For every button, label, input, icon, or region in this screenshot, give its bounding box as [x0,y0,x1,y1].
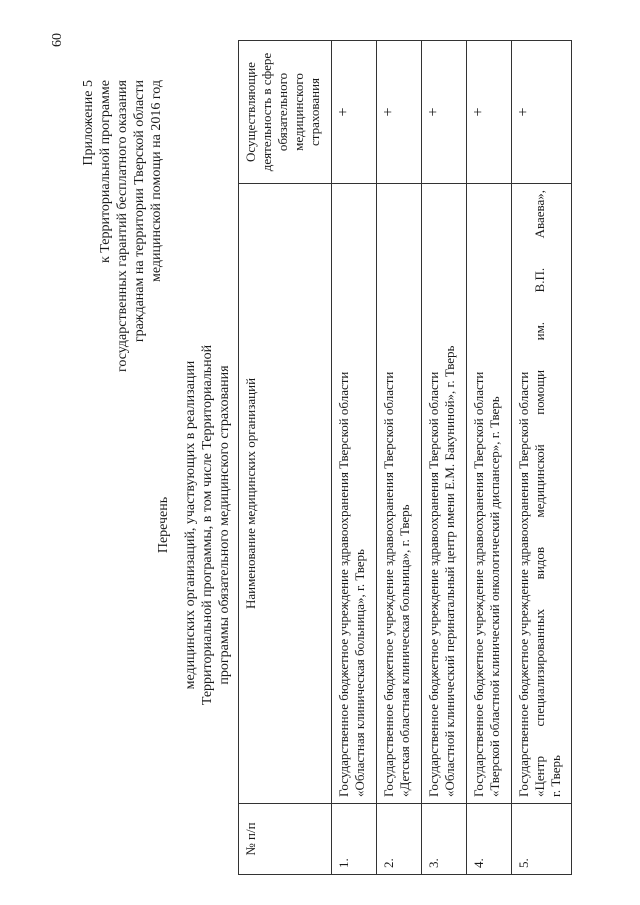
table-row [422,41,467,875]
org-name [377,184,422,804]
header-num: № п/п [239,804,332,875]
row-number: 3. [422,804,467,875]
appendix-header [80,80,165,600]
row-number: 4. [467,804,512,875]
appendix-line: к Территориальной программе [98,80,113,264]
org-name-line: «Областной клинический перинатальный центр имени Е.М. Бакуниной», г. Тверь [442,345,457,797]
org-name [467,184,512,804]
document-title [155,295,233,755]
title-heading: Перечень [156,496,171,554]
org-name-line: г. Тверь [548,755,563,797]
oms-mark: + [332,41,377,184]
appendix-line: Приложение 5 [81,80,96,166]
org-name-line: «Тверской областной клинический онкологический диспансер», г. Тверь [487,396,502,797]
header-oms: Осуществляющие деятельность в сфере обязательного медицинского страхования [239,41,332,184]
appendix-line: гражданам на территории Тверской области [132,80,147,343]
org-name-line: Государственное бюджетное учреждение здравоохранения Тверской области [336,371,351,797]
org-name-line: Государственное бюджетное учреждение здравоохранения Тверской области [471,371,486,797]
oms-mark: + [467,41,512,184]
table-row [377,41,422,875]
row-number: 1. [332,804,377,875]
org-name-line: «Областная клиническая больница», г. Тверь [352,549,367,797]
title-line: программы обязательного медицинского страхования [217,365,232,685]
appendix-line: медицинской помощи на 2016 год [149,80,164,282]
table-row [467,41,512,875]
org-name [512,184,572,804]
org-name-line: Государственное бюджетное учреждение здравоохранения Тверской области [381,371,396,797]
org-name-line: «Детская областная клиническая больница», г. Тверь [397,504,412,797]
table-row [332,41,377,875]
page-number: 60 [50,33,65,47]
organizations-table [238,40,572,875]
title-line: медицинских организаций, участвующих в реализации [183,360,198,690]
org-name-line: Государственное бюджетное учреждение здравоохранения Тверской области [516,371,531,797]
org-name [422,184,467,804]
oms-mark: + [377,41,422,184]
row-number: 5. [512,804,572,875]
appendix-line: государственных гарантий бесплатного оказания [115,80,130,372]
row-number: 2. [377,804,422,875]
org-name-line: Государственное бюджетное учреждение здравоохранения Тверской области [426,371,441,797]
oms-mark: + [422,41,467,184]
table-row [512,41,572,875]
table-header-row [239,41,332,875]
org-name-line: «Центр специализированных видов медицинской помощи им. В.П. Аваева», [532,190,547,797]
oms-mark: + [512,41,572,184]
title-line: Территориальной программы, в том числе Территориальной [200,344,215,706]
header-name: Наименование медицинских организаций [239,184,332,804]
org-name [332,184,377,804]
